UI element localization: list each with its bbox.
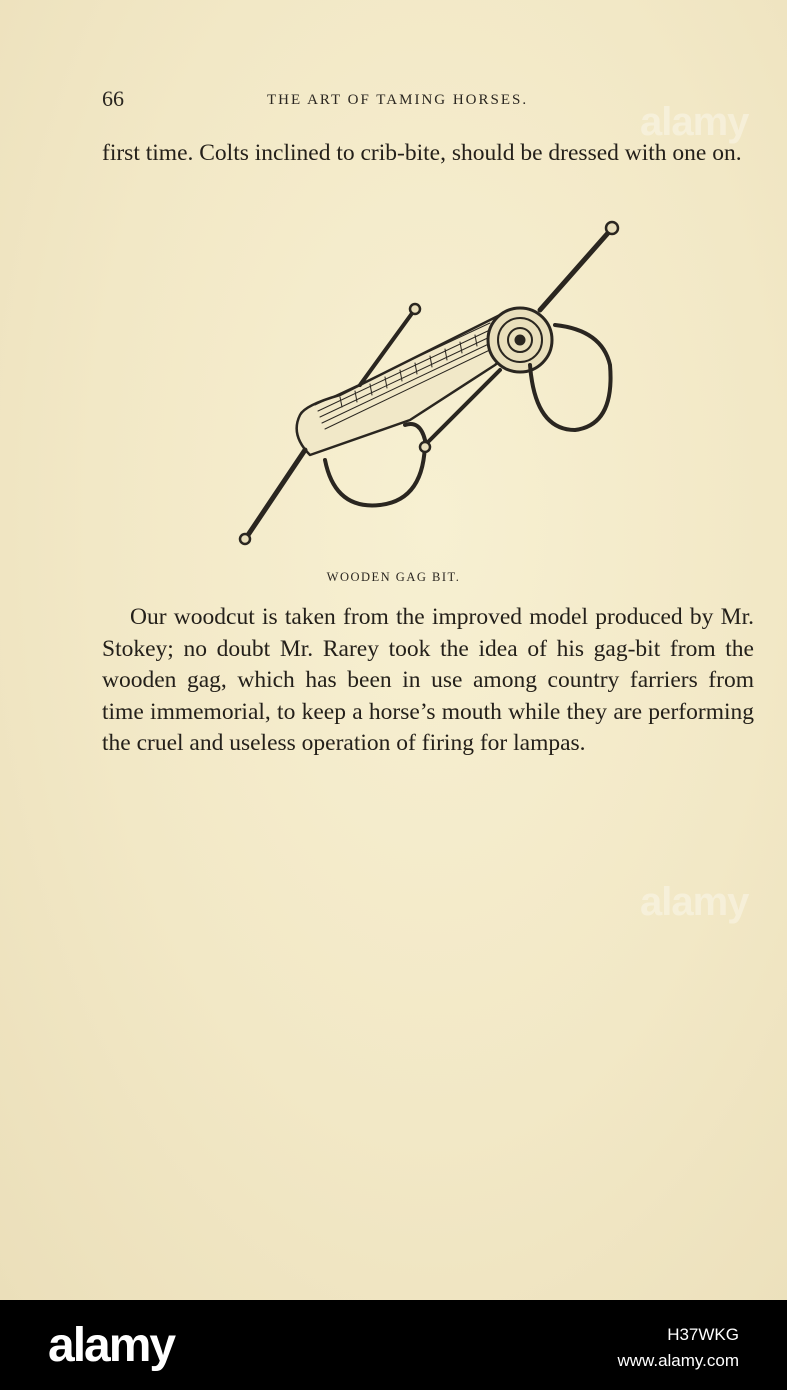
page-number: 66 [102, 86, 124, 111]
alamy-logo: alamy [48, 1319, 175, 1372]
wooden-gag-bit-illustration [230, 215, 630, 555]
site-url: www.alamy.com [617, 1351, 739, 1370]
running-title: THE ART OF TAMING HORSES. [267, 92, 529, 108]
figure-caption: WOODEN GAG BIT. [326, 570, 461, 584]
paragraph-continuation: first time. Colts inclined to crib-bite, should be dressed with one on. [102, 140, 742, 166]
image-info [617, 1322, 739, 1374]
stock-footer-bar [0, 1300, 787, 1390]
paragraph-body: Our woodcut is taken from the improved model produced by Mr. Stokey; no doubt Mr. Rarey took the idea of his gag-bit from the wooden gag, which has been in use among country farriers from time immemorial, to keep a horse’s mouth while they are performing the cruel and useless operation of firing for lampas. [102, 604, 754, 756]
watermark: alamy [640, 880, 749, 924]
watermark: alamy [640, 100, 749, 144]
image-code: H37WKG [667, 1325, 739, 1344]
